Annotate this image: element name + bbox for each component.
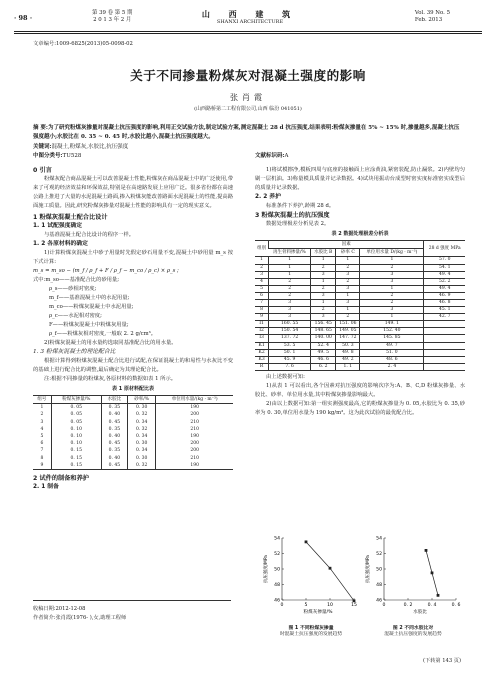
table2-cell: 2 xyxy=(360,299,424,306)
table2-cell: 160. 55 xyxy=(269,321,311,328)
volume-cn-line2: 2 0 1 3 年 2 月 xyxy=(93,17,132,23)
x-tick-label: 0 xyxy=(280,603,284,608)
table2-cell: 45. 9 xyxy=(269,356,311,363)
y-tick-label: 52 xyxy=(376,552,382,558)
table2-caption: 表 2 数据处理极差分析表 xyxy=(331,231,389,237)
table2-cell: 8 xyxy=(255,307,269,314)
x-tick-label: 5 xyxy=(304,603,308,608)
table2-cell: 3 xyxy=(360,307,424,314)
table2-cell: 7 xyxy=(255,299,269,306)
header-rule-thick xyxy=(14,31,482,32)
continued-note: (下转第 143 页) xyxy=(423,658,461,664)
abstract-label: 摘 要: xyxy=(33,125,48,131)
figure-2-chart xyxy=(364,532,462,622)
document-code xyxy=(255,152,455,161)
table1-cell: 190 xyxy=(156,462,233,470)
x-axis-label: 粉煤灰掺量/% xyxy=(303,610,333,615)
table2-row xyxy=(255,299,465,306)
section-3-finding-2: 2)由以上数据可知:第一组实测强度最高,它的粉煤灰掺量为 0. 05,水胶比为 0. 35,砂率为 0. 30,单位用水量为 190 kg/m³。这为此次试验的最优配合比。 xyxy=(255,400,465,416)
table2-cell: 1 xyxy=(336,307,360,314)
table2-cell: 2 xyxy=(311,285,336,292)
table1-cell: 0. 45 xyxy=(101,419,127,426)
table2-row xyxy=(255,285,465,292)
mold-prep-paragraph: 1)将试模擦净,模板四周与底座的接触面上应涂黄油,紧密装配,防止漏浆。2)内壁均匀刷一层机油。3)称量模具质量并记录数据。4)试块用振动台成型时密实度标准密实成型后的质量并记录数据。 xyxy=(255,167,465,191)
volume-cn xyxy=(92,10,132,24)
section-3-intro: 数据处理极差分析见表 2。 xyxy=(266,221,330,227)
sand-formula: m_s = m_so − (m_f / ρ_f + F / ρ_f − m_co / ρ_c) × ρ_s ; xyxy=(33,268,179,274)
y-tick-label: 52 xyxy=(274,552,280,558)
table1-cell: 5 xyxy=(40,434,44,440)
section-3-finding-1: 1)从表 1 可以看出,各个因素对抗压强度的影响次序为:A、B、C,D 粉煤灰掺量、水胶比、砂率、单位用水量,其中粉煤灰掺量影响最大。 xyxy=(255,382,465,398)
table2-cell: 2 xyxy=(360,264,424,271)
y-tick-label: 50 xyxy=(376,567,382,573)
y-tick-label: 48 xyxy=(274,583,280,589)
section-1-3-paragraph: 根据计算得到粉煤灰混凝土配合比进行试配,在保证混凝土的和易性与水灰比不变的基础上进行配合比的调整,最后确定为其理论配合比。 xyxy=(33,358,233,373)
table2-cell: 1 xyxy=(269,271,311,278)
table2-cell: 150. 54 xyxy=(269,328,311,335)
table1-row xyxy=(33,411,233,418)
table1-cell: 0. 05 xyxy=(51,404,101,412)
abstract xyxy=(33,124,463,142)
table1-cell: 0. 40 xyxy=(101,411,127,418)
table2-cell: 7. 6 xyxy=(269,363,311,370)
table2-cell xyxy=(424,349,465,356)
table2-cell: 2 xyxy=(269,278,311,285)
y-tick-label: 50 xyxy=(274,567,280,573)
table2-row xyxy=(255,363,465,370)
table2-cell: 49. 2 xyxy=(336,356,360,363)
table2-cell: 49. 8 xyxy=(336,349,360,356)
table2-cell: 140. 00 xyxy=(311,335,336,342)
y-tick-label: 46 xyxy=(274,598,280,604)
table1-cell: 9 xyxy=(33,462,51,470)
table1-cell: 0. 34 xyxy=(128,447,156,454)
table2-cell: 3 xyxy=(311,271,336,278)
section-1-1-heading: 1. 1 试配强度确定 xyxy=(33,223,83,229)
table2-header-cell: 砂率 C xyxy=(336,249,360,257)
table1-row xyxy=(33,447,233,454)
table1-cell: 0. 05 xyxy=(51,411,101,418)
table2-cell: R xyxy=(255,363,269,370)
table2-cell: 1 xyxy=(255,257,269,264)
table1-cell: 0. 45 xyxy=(101,462,127,470)
table2-cell: 3 xyxy=(360,271,424,278)
figure-1-caption xyxy=(262,626,360,639)
table1-cell: 3 xyxy=(40,419,44,425)
table1-header-row xyxy=(33,396,233,404)
table2-cell: 147. 72 xyxy=(336,335,360,342)
table1-cell: 0. 35 xyxy=(101,404,127,412)
table1-cell: 0. 05 xyxy=(51,419,101,426)
table1-cell: 0. 32 xyxy=(128,411,156,418)
table2-cell: 149. 05 xyxy=(336,328,360,335)
table2-body xyxy=(255,257,465,371)
table2-cell: 152. 40 xyxy=(360,328,424,335)
section-1-1-paragraph: 与基准混凝土配合比设计的程序一样。 xyxy=(44,232,135,238)
table2-cell: 3 xyxy=(311,314,336,321)
abstract-text: 为了研究粉煤灰掺量对混凝土抗压强度的影响,利用正交试验方法,制定试验方案,测定混凝土 28 d 抗压强度,结果表明:粉煤灰掺量在 5% ~ 15% 时,掺量越多,混凝土抗压强度越小;水胶比在 0. 35 ~ 0. 45 时,水胶比越小,混凝土抗压强度越大。 xyxy=(33,125,460,140)
water-usage-paragraph: 2)粉煤灰混凝土的用水量约选取同基准配合比的用水量。 xyxy=(44,340,177,346)
paper-author: 张肖霞 xyxy=(230,93,266,102)
figure-2 xyxy=(364,532,462,639)
section-2-2-paragraph: 标准条件下养护,龄期 28 d。 xyxy=(266,203,335,209)
table2-cell: 149. 1 xyxy=(360,321,424,328)
section-2-1-heading: 2. 1 制备 xyxy=(33,484,59,491)
table2-cell: 48. 6 xyxy=(360,356,424,363)
formula-var-5: F——粉煤灰混凝土中粉煤灰用量; xyxy=(49,322,129,328)
table2-cell: 50. 3 xyxy=(336,342,360,349)
table1-cell: 0. 32 xyxy=(128,462,156,470)
table2-cell: 5 xyxy=(255,285,269,292)
table2-row xyxy=(255,342,465,349)
table1-cell: 0. 32 xyxy=(128,426,156,433)
table1-header-cell: 组号 xyxy=(33,396,51,404)
table1-cell: 0. 40 xyxy=(101,455,127,462)
table2-cell: 46. 8 xyxy=(424,299,465,306)
table1-cell: 0. 30 xyxy=(128,455,156,462)
table2-cell: 2 xyxy=(311,307,336,314)
table1-cell: 200 xyxy=(156,440,233,447)
table1-header-cell: 水胶比 xyxy=(101,396,127,404)
section-1-2-paragraph: 1)计算粉煤灰混凝土中砂子用量时先假定砂石用量不变,混凝土中砂用量 m_s 按下式计算: xyxy=(33,250,233,265)
table2-cell xyxy=(424,356,465,363)
keywords-label: 关键词: xyxy=(33,144,52,150)
table2-cell: 46. 9 xyxy=(424,292,465,299)
table2-cell: 3 xyxy=(311,292,336,299)
table2-cell: 2 xyxy=(255,264,269,271)
section-2-heading: 2 试件的制备和养护 xyxy=(33,475,89,483)
section-1-3-heading: 1. 3 粉煤灰混凝土的理论配合比 xyxy=(33,349,116,355)
formula-var-4: ρ_c——水泥相对密度; xyxy=(49,313,102,319)
table2-cell: 1 xyxy=(360,285,424,292)
table1-cell: 190 xyxy=(156,404,233,412)
x-tick-label: 15 xyxy=(351,603,357,608)
data-point xyxy=(353,599,356,602)
header-rule-thin xyxy=(14,33,482,34)
section-1-heading: 1 粉煤灰混凝土配合比设计 xyxy=(33,214,108,221)
y-axis-label: 抗压强度/MPa xyxy=(264,555,269,583)
clc-text: TU528 xyxy=(62,153,82,159)
table2-row xyxy=(255,257,465,264)
table1-body xyxy=(33,404,233,470)
x-tick-label: 0 xyxy=(382,603,386,608)
table2-cell: 3 xyxy=(336,299,360,306)
table2-cell: 3 xyxy=(269,307,311,314)
x-tick-label: 0. 2 xyxy=(403,603,413,608)
table2-cell: 1 xyxy=(269,257,311,264)
section-2-2-heading: 2. 2 养护 xyxy=(255,194,281,200)
table2-cell: 49. 4 xyxy=(424,285,465,292)
table1-cell: 0. 35 xyxy=(101,447,127,454)
table2-cell: 53. 5 xyxy=(269,342,311,349)
table1-cell: 0. 10 xyxy=(51,433,101,440)
table2-cell xyxy=(424,363,465,370)
table1-cell: 210 xyxy=(156,426,233,433)
received-date: 收稿日期:2012-12-08 xyxy=(33,606,86,612)
table2-row xyxy=(255,292,465,299)
volume-cn-line1: 第 39 卷 第 5 期 xyxy=(92,10,133,16)
table1-cell: 0. 34 xyxy=(128,433,156,440)
section-3-heading: 3 粉煤灰混凝土的抗压强度 xyxy=(255,212,330,219)
volume-en-line1: Vol. 39 No. 5 xyxy=(414,10,450,16)
table1-row xyxy=(33,426,233,433)
table2-row xyxy=(255,349,465,356)
x-tick-label: 0. 6 xyxy=(451,603,461,608)
table1-cell: 210 xyxy=(156,419,233,426)
table2-cell: 151. 06 xyxy=(336,321,360,328)
table2-row xyxy=(255,356,465,363)
table2-cell: 6 xyxy=(255,292,269,299)
table2-cell: 1 xyxy=(360,314,424,321)
table1-cell: 200 xyxy=(156,411,233,418)
table2-cell: 52. 2 xyxy=(424,278,465,285)
right-column xyxy=(255,166,465,418)
table1-cell: 190 xyxy=(156,433,233,440)
table1-cell: 0. 10 xyxy=(51,440,101,447)
table1-cell: 200 xyxy=(156,447,233,454)
data-point xyxy=(437,594,440,597)
footnote xyxy=(33,600,231,622)
table2-cell: 1 xyxy=(336,292,360,299)
table2-cell: 1 xyxy=(311,299,336,306)
table2-cell xyxy=(424,335,465,342)
table2-cell: K1 xyxy=(255,342,269,349)
table2-cell: 4 xyxy=(255,278,269,285)
table2-cell: 2. 4 xyxy=(360,363,424,370)
x-tick-label: 0. 4 xyxy=(427,603,437,608)
section-1-2-heading: 1. 2 各原材料的确定 xyxy=(33,241,88,247)
table2-cell: 156. 45 xyxy=(311,321,336,328)
table2-header-cell: 28 d 强度 MPa xyxy=(424,241,465,257)
y-tick-label: 54 xyxy=(274,536,280,542)
table1-cell: 0. 30 xyxy=(128,404,156,412)
paper-title: 关于不同掺量粉煤灰对混凝土强度的影响 xyxy=(130,68,366,83)
figure-2-caption-line2: 混凝土抗压强度的发展趋势 xyxy=(384,632,442,638)
table2-cell: K3 xyxy=(255,356,269,363)
table2-row xyxy=(255,264,465,271)
table2-cell xyxy=(424,342,465,349)
table2-cell: 2 xyxy=(311,264,336,271)
table2-cell: 3 xyxy=(336,271,360,278)
table2-cell: I2 xyxy=(255,328,269,335)
keywords xyxy=(33,143,463,152)
table1-cell: 6 xyxy=(40,441,44,447)
table2-cell: 3 xyxy=(269,314,311,321)
table2-header-cell: 组别 xyxy=(255,241,269,257)
table2-header-cell: 再生骨料掺量/% xyxy=(269,249,311,257)
formula-where: 式中:m_so——基准配合比的砂用量; xyxy=(33,277,120,283)
data-point xyxy=(425,549,428,552)
table2-cell: 1 xyxy=(360,257,424,264)
journal-name-en: SHANXI ARCHITECTURE xyxy=(216,19,284,25)
table2-cell: 52. 4 xyxy=(311,342,336,349)
table2-cell xyxy=(424,321,465,328)
table2-row xyxy=(255,335,465,342)
table2-header-cell: 单位用水量 D/(kg · m⁻³) xyxy=(360,249,424,257)
table1-row xyxy=(33,433,233,440)
table2-cell: 46. 6 xyxy=(311,356,336,363)
table2-row xyxy=(255,314,465,321)
journal-header xyxy=(0,0,496,34)
classification-number xyxy=(33,152,233,161)
range-analysis-table xyxy=(255,240,465,371)
table2-cell: 51. 0 xyxy=(360,349,424,356)
table2-cell: 3 xyxy=(269,299,311,306)
figure-1-caption-line2: 时混凝土抗压强度的发展趋势 xyxy=(279,632,343,638)
table1-cell: 0. 30 xyxy=(128,440,156,447)
table1-cell: 0. 35 xyxy=(101,426,127,433)
y-tick-label: 48 xyxy=(376,583,382,589)
table1-cell: 4 xyxy=(40,426,44,432)
table2-row xyxy=(255,321,465,328)
table1-cell: 0. 40 xyxy=(101,433,127,440)
table1-cell: 1 xyxy=(40,405,44,411)
figure-1-chart xyxy=(262,532,360,622)
article-number: 文章编号:1009-6825(2013)05-0098-02 xyxy=(33,41,133,47)
table2-cell: 1 xyxy=(269,264,311,271)
volume-en-line2: Feb. 2013 xyxy=(414,17,443,23)
author-bio: 作者简介:张肖霞(1976- ),女,助理工程师 xyxy=(33,614,127,621)
table2-cell: 145. 85 xyxy=(360,335,424,342)
table2-cell: 2 xyxy=(360,292,424,299)
table2-cell: 54. 1 xyxy=(424,264,465,271)
figure-1 xyxy=(262,532,360,639)
table2-cell: 57. 0 xyxy=(424,257,465,264)
materials-ratio-table xyxy=(33,395,233,470)
table2-cell: 2 xyxy=(269,292,311,299)
table2-cell: 3 xyxy=(336,285,360,292)
section-0-heading: 0 引言 xyxy=(33,167,52,174)
table2-row xyxy=(255,278,465,285)
table2-cell: 50. 1 xyxy=(269,349,311,356)
table1-row xyxy=(33,462,233,470)
series-line xyxy=(306,542,354,601)
table2-cell: 49. 4 xyxy=(424,271,465,278)
data-point xyxy=(329,567,332,570)
table2-cell: 9 xyxy=(255,314,269,321)
author-affiliation: (山西路桥第二工程有限公司,山西 临汾 041051) xyxy=(194,106,302,112)
doc-code-text: A xyxy=(284,153,289,159)
table1-cell: 210 xyxy=(156,455,233,462)
left-column xyxy=(33,166,233,492)
table2-cell: 45. 1 xyxy=(424,307,465,314)
table1-row xyxy=(33,455,233,462)
doc-code-label: 文献标识码: xyxy=(255,153,285,159)
table2-cell: 1. 1 xyxy=(336,363,360,370)
table1-cell: 0. 15 xyxy=(51,462,101,470)
section-0-paragraph: 粉煤灰配合商品混凝土可以改善混凝土性能,粉煤灰在商品混凝土中的广泛使用,带来了可观的经济效益和环保效益,特别是在高速路发展上应用广泛。很多省份都在高速公路上推进了大量的水泥混凝土路面,掺入粉煤灰能改善路面水泥混凝土的性能,提高路面施工质量。因此,研究粉煤灰掺量对混凝土性能的影响具有一定的现实意义。 xyxy=(33,176,233,209)
table2-cell: 2 xyxy=(269,285,311,292)
table1-cell: 0. 34 xyxy=(128,419,156,426)
keywords-text: 混凝土,粉煤灰,水胶比,抗压强度 xyxy=(51,144,129,150)
y-tick-label: 54 xyxy=(376,536,382,542)
figure-2-caption-line1: 图 2 不同水胶比对 xyxy=(392,626,434,631)
formula-var-6: ρ_f——粉煤灰相对密度,一般取 2. 2 g/cm³。 xyxy=(49,331,157,337)
table1-cell: 0. 10 xyxy=(51,426,101,433)
table1-cell: 8 xyxy=(40,455,44,461)
table2-factor-group-header: 因素 xyxy=(269,241,424,249)
table2-cell: I1 xyxy=(255,321,269,328)
formula-var-2: m_f——基准混凝土中的水泥用量; xyxy=(49,295,130,301)
table1-cell: 0. 15 xyxy=(51,447,101,454)
table2-cell: I3 xyxy=(255,335,269,342)
page-number: · 98 · xyxy=(14,14,33,22)
y-axis-label: 抗压强度/MPa xyxy=(366,555,371,583)
table2-cell: 3 xyxy=(360,278,424,285)
table2-cell: 2 xyxy=(336,264,360,271)
journal-name-cn: 山 西 建 筑 xyxy=(201,9,299,19)
table2-cell: 1 xyxy=(311,278,336,285)
table1-caption: 表 1 原材料配比表 xyxy=(112,386,154,392)
formula-var-3: m_co——粉煤灰混凝土中水泥用量; xyxy=(49,304,134,310)
volume-en xyxy=(415,10,450,24)
table1-row xyxy=(33,419,233,426)
table2-cell: 2 xyxy=(336,314,360,321)
table2-cell xyxy=(424,328,465,335)
table1-header-cell: 单位用水量/(kg · m⁻³) xyxy=(156,396,233,404)
x-axis-label: 水胶比 xyxy=(413,610,427,615)
table1-cell: 0. 15 xyxy=(51,455,101,462)
table2-row xyxy=(255,328,465,335)
table1-header-cell: 粉煤灰掺量/% xyxy=(51,396,101,404)
formula-var-1: ρ_s——砂相对密度; xyxy=(49,286,97,292)
table1-cell: 2 xyxy=(40,412,44,418)
table2-cell: 1 xyxy=(336,257,360,264)
table2-cell: 49. 5 xyxy=(311,349,336,356)
table2-cell: 1 xyxy=(311,257,336,264)
table1-cell: 0. 45 xyxy=(101,440,127,447)
table2-cell: 148. 65 xyxy=(311,328,336,335)
table2-cell: 137. 72 xyxy=(269,335,311,342)
table2-header-row-1 xyxy=(255,241,465,249)
table2-header-cell: 水胶比 B xyxy=(311,249,336,257)
table1-row xyxy=(33,440,233,447)
data-point xyxy=(305,540,308,543)
table2-row xyxy=(255,271,465,278)
section-3-observe: 由上述数据可知: xyxy=(266,373,305,380)
table1-note: 注:根据不同掺量的粉煤灰,各原材料的数据如表 1 所示。 xyxy=(44,376,177,382)
table1-header-cell: 砂率/% xyxy=(128,396,156,404)
table2-cell: 49. 7 xyxy=(360,342,424,349)
table1-cell: 7 xyxy=(40,448,44,454)
table2-cell: K2 xyxy=(255,349,269,356)
figure-1-caption-line1: 图 1 不同粉煤灰掺量 xyxy=(288,626,334,631)
table2-cell: 42. 7 xyxy=(424,314,465,321)
table2-cell: 6. 2 xyxy=(311,363,336,370)
table1-row xyxy=(33,404,233,412)
table2-cell: 2 xyxy=(336,278,360,285)
figure-2-caption xyxy=(364,626,462,639)
x-tick-label: 10 xyxy=(327,603,333,608)
table2-row xyxy=(255,307,465,314)
data-point xyxy=(431,571,434,574)
table2-cell: 3 xyxy=(255,271,269,278)
y-tick-label: 46 xyxy=(376,598,382,604)
clc-label: 中图分类号: xyxy=(33,153,63,159)
